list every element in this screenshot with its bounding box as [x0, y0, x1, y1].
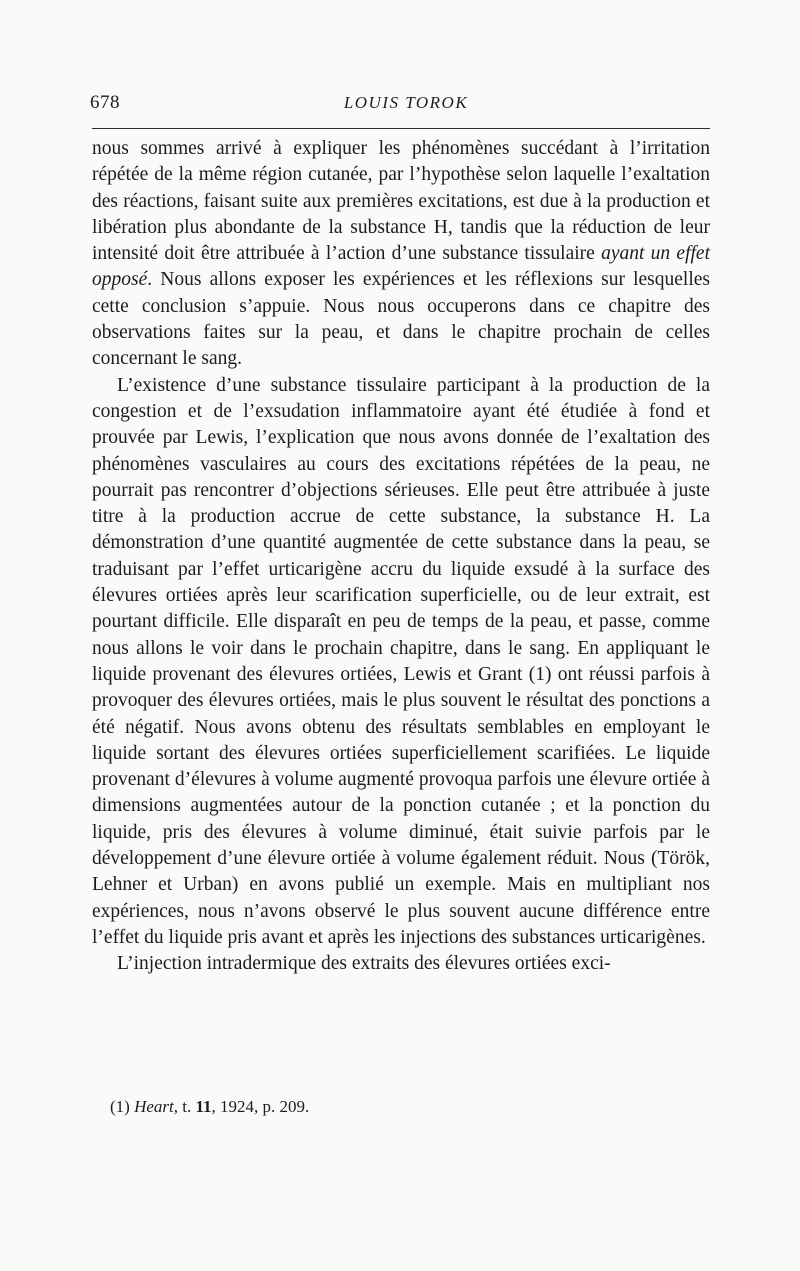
book-page [92, 0, 710, 1271]
paragraph-1-text-b: . Nous allons exposer les expériences et les réflexions sur lesquelles cette conclusion s’appuie. Nous nous occuperons dans ce chapitre des observations faites sur la peau, et dans le chapitre prochain de celles concernant le sang. [92, 269, 710, 370]
page-number: 678 [90, 92, 120, 113]
header-rule [92, 128, 710, 129]
footnote-volume: 11 [195, 1097, 212, 1116]
running-head: LOUIS TOROK [343, 93, 469, 112]
paragraph-1 [92, 136, 710, 373]
page-header [92, 92, 710, 116]
footnote [110, 1096, 309, 1118]
footnote-separator: , t. [173, 1097, 196, 1116]
paragraph-2: L’existence d’une substance tissulaire participant à la production de la congestion et de l’exsudation inflammatoire ayant été étudiée à fond et prouvée par Lewis, l’explication que nous avons donnée de l’exaltation des phénomènes vasculaires au cours des excitations répétées de la peau, ne pourrait pas rencontrer d’objections sérieuses. Elle peut être attribuée à juste titre à la production accrue de cette substance, la substance H. La démonstration d’une quantité augmentée de cette substance dans la peau, se traduisant par l’effet urticarigène accru du liquide exsudé à la surface des élevures ortiées après leur scarification superficielle, ou de leur extrait, est pourtant difficile. Elle disparaît en peu de temps de la peau, et passe, comme nous allons le voir dans le prochain chapitre, dans le sang. En appliquant le liquide provenant des élevures ortiées, Lewis et Grant (1) ont réussi parfois à provoquer des élevures ortiées, mais le plus souvent le résultat des ponctions a été négatif. Nous avons obtenu des résultats semblables en employant le liquide sortant des élevures ortiées superficiellement scarifiées. Le liquide provenant d’élevures à volume augmenté provoqua parfois une élevure ortiée à dimensions augmentées autour de la ponction cutanée ; et la ponction du liquide, pris des élevures à volume diminué, était suivie parfois par le développement d’une élevure ortiée à volume également réduit. Nous (Török, Lehner et Urban) en avons publié un exemple. Mais en multipliant nos expériences, nous n’avons observé le plus souvent aucune différence entre l’effet du liquide pris avant et après les injections des substances urticarigènes. [92, 374, 710, 948]
footnote-rest: , 1924, p. 209. [211, 1097, 310, 1116]
paragraph-1-text-a: nous sommes arrivé à expliquer les phénomènes succédant à l’irritation répétée de la même région cutanée, par l’hypothèse selon laquelle l’exaltation des réactions, faisant suite aux premières excitations, est due à la production et libération plus abondante de la substance H, tandis que la réduction de leur intensité doit être attribuée à l’action d’une substance tissulaire [92, 138, 710, 265]
paragraph-1-emphasis: ayant un effet opposé [92, 243, 710, 291]
footnote-journal: Heart [134, 1097, 174, 1116]
footnote-marker: (1) [110, 1097, 130, 1116]
body-text [92, 136, 710, 978]
paragraph-3: L’injection intradermique des extraits des élevures ortiées exci- [117, 953, 611, 975]
